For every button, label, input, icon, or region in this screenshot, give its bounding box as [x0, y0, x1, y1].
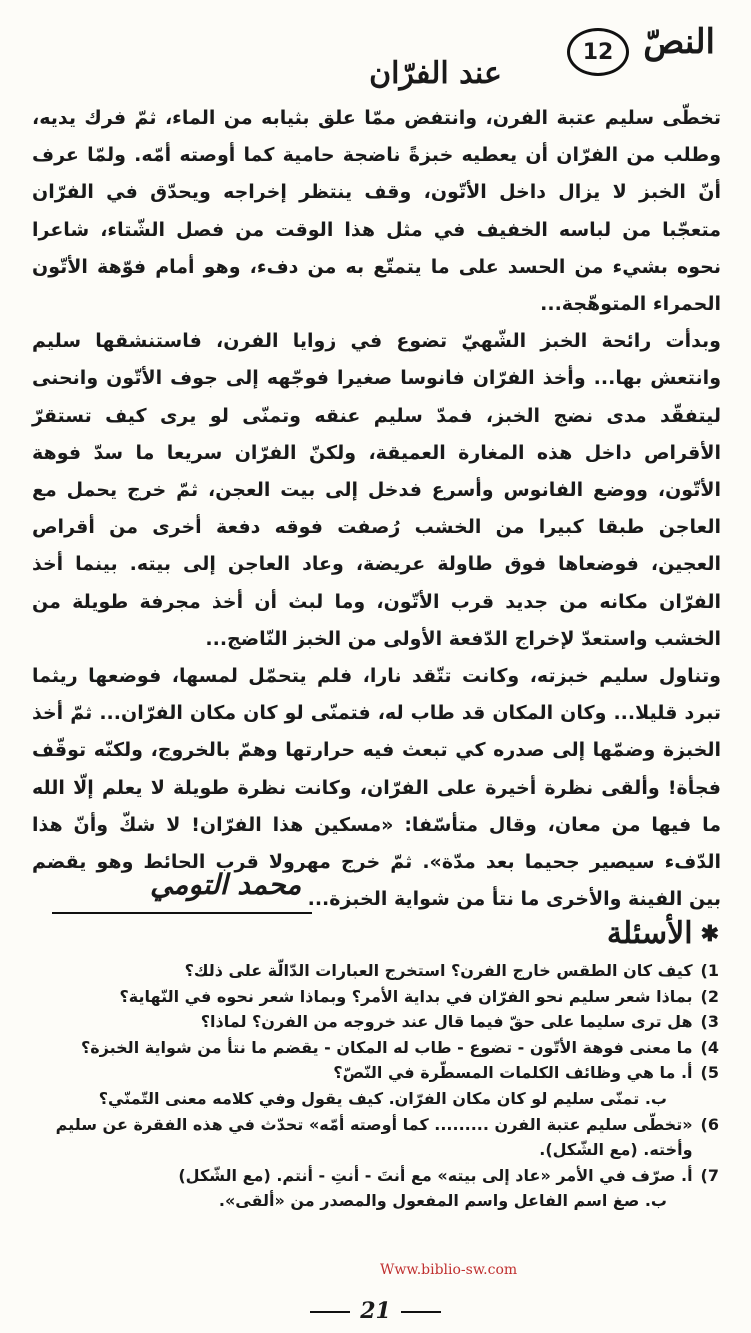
dash-left: [401, 1311, 441, 1313]
question-number: 6): [700, 1114, 719, 1134]
question-number: 1): [700, 961, 719, 980]
question-text: أ. ما هي وظائف الكلمات المسطّرة في النّصّ؟: [333, 1063, 693, 1083]
question-number: 5): [700, 1063, 719, 1083]
question-item: [36, 958, 719, 984]
paragraph-3: وتناول سليم خبزته، وكانت تتّقد نارا، فلم يتحمّل لمسها، فوضعها ريثما تبرد قليلا... وكان المكان قد طاب له، فتمنّى لو كان مكان الفرّان... ثمّ أخذ الخبزة وضمّها إلى صدره كي تبعث فيه حرارتها وهمّ بالخروج، ولكنّه توقّف فجأة! وألقى نظرة أخيرة على الفرّان، وكانت نظرة طويلة لا يعلم إلّا الله ما فيها من معان، وقال متأسّفا: «مسكين هذا الفرّان! لا شكّ وأنّ هذا الدّفء سيصير جحيما بعد مدّة». ثمّ خرج مهرولا قرب الحائط وهو يقضم بين الفينة والأخرى ما نتأ من شواية الخبزة...: [32, 665, 721, 911]
page-number-value: 21: [360, 1298, 391, 1324]
watermark-url[interactable]: Www.biblio-sw.com: [380, 1262, 518, 1278]
divider-line: [52, 912, 312, 914]
question-number: [701, 1188, 719, 1214]
question-number: 3): [700, 1012, 719, 1032]
question-item: [36, 1112, 719, 1163]
question-item: [36, 1009, 719, 1035]
question-number: 7): [700, 1165, 719, 1185]
page-title: عند الفرّان: [369, 56, 502, 91]
question-item: [36, 984, 719, 1010]
question-text: بماذا شعر سليم نحو الفرّان في بداية الأمر؟ وبماذا شعر نحوه في النّهاية؟: [119, 986, 693, 1006]
question-text: ب. تمنّى سليم لو كان مكان الفرّان. كيف يقول وفي كلامه معنى التّمنّي؟: [98, 1088, 667, 1108]
text-number-badge: 12: [567, 28, 629, 76]
question-number: 2): [700, 986, 719, 1006]
questions-list: [36, 958, 719, 1214]
story-text: [32, 100, 721, 918]
paragraph-1: تخطّى سليم عتبة الفرن، وانتفض ممّا علق بثيابه من الماء، ثمّ فرك يديه، وطلب من الفرّان أن يعطيه خبزةً ناضجة حامية كما أوصته أمّه. ولمّا عرف أنّ الخبز لا يزال داخل الأتّون، وقف ينتظر إخراجه ويحدّق في الفرّان متعجّبا من لباسه الخفيف في مثل هذا الوقت من فصل الشّتاء، شاعرا نحوه بشيء من الحسد على ما يتمتّع به من دفء، وهو أمام فوّهة الأتّون الحمراء المتوهّجة...: [32, 107, 721, 316]
lesson-header: [30, 14, 721, 94]
questions-heading: [607, 916, 719, 951]
dash-right: [310, 1311, 350, 1313]
page-number: [0, 1298, 751, 1324]
question-item: [36, 1035, 719, 1061]
question-item: [36, 1188, 719, 1214]
question-item: [36, 1163, 719, 1189]
question-number: [701, 1086, 719, 1112]
text-label: النصّ: [643, 22, 715, 62]
question-item: [36, 1060, 719, 1086]
question-text: أ. صرّف في الأمر «عاد إلى بيته» مع أنتَ - أنتِ - أنتم. (مع الشّكل): [178, 1165, 693, 1185]
question-text: كيف كان الطقس خارج الفرن؟ استخرج العبارات الدّالّة على ذلك؟: [184, 961, 693, 980]
question-text: ب. صغ اسم الفاعل واسم المفعول والمصدر من «ألقى».: [218, 1191, 667, 1211]
questions-title: الأسئلة: [606, 916, 693, 951]
question-item: [36, 1086, 719, 1112]
question-text: ما معنى فوهة الأتّون - تضوع - طاب له المكان - يقضم ما نتأ من شواية الخبزة؟: [80, 1037, 693, 1057]
star-icon: ✱: [700, 920, 719, 947]
author-signature: محمد التومي: [150, 868, 302, 901]
question-text: هل ترى سليما على حقّ فيما قال عند خروجه من الفرن؟ لماذا؟: [200, 1012, 693, 1032]
question-text: «تخطّى سليم عتبة الفرن ......... كما أوصته أمّه» تحدّث في هذه الفقرة عن سليم وأخته. (مع الشّكل).: [55, 1114, 693, 1160]
question-number: 4): [700, 1037, 719, 1057]
paragraph-2: وبدأت رائحة الخبز الشّهيّ تضوع في زوايا الفرن، فاستنشقها سليم وانتعش بها... وأخذ الفرّان فانوسا صغيرا فوجّهه إلى جوف الأتّون وانحنى ليتفقّد مدى نضج الخبز، فمدّ سليم عنقه وتمنّى لو يرى كيف تستقرّ الأقراص داخل هذه المغارة العميقة، ولكنّ الفرّان سريعا ما سدّ فوهة الأتّون، ووضع الفانوس وأسرع فدخل إلى بيت العجن، ثمّ خرج يحمل مع العاجن طبقا كبيرا من الخشب رُصفت فوقه دفعة أخرى من أقراص العجين، فوضعاها فوق طاولة عريضة، وعاد العاجن إلى بيته. بينما أخذ الفرّان مكانه من جديد قرب الأتّون، وما لبث أن أخذ مجرفة طويلة من الخشب واستعدّ لإخراج الدّفعة الأولى من الخبز النّاضج...: [32, 330, 721, 650]
